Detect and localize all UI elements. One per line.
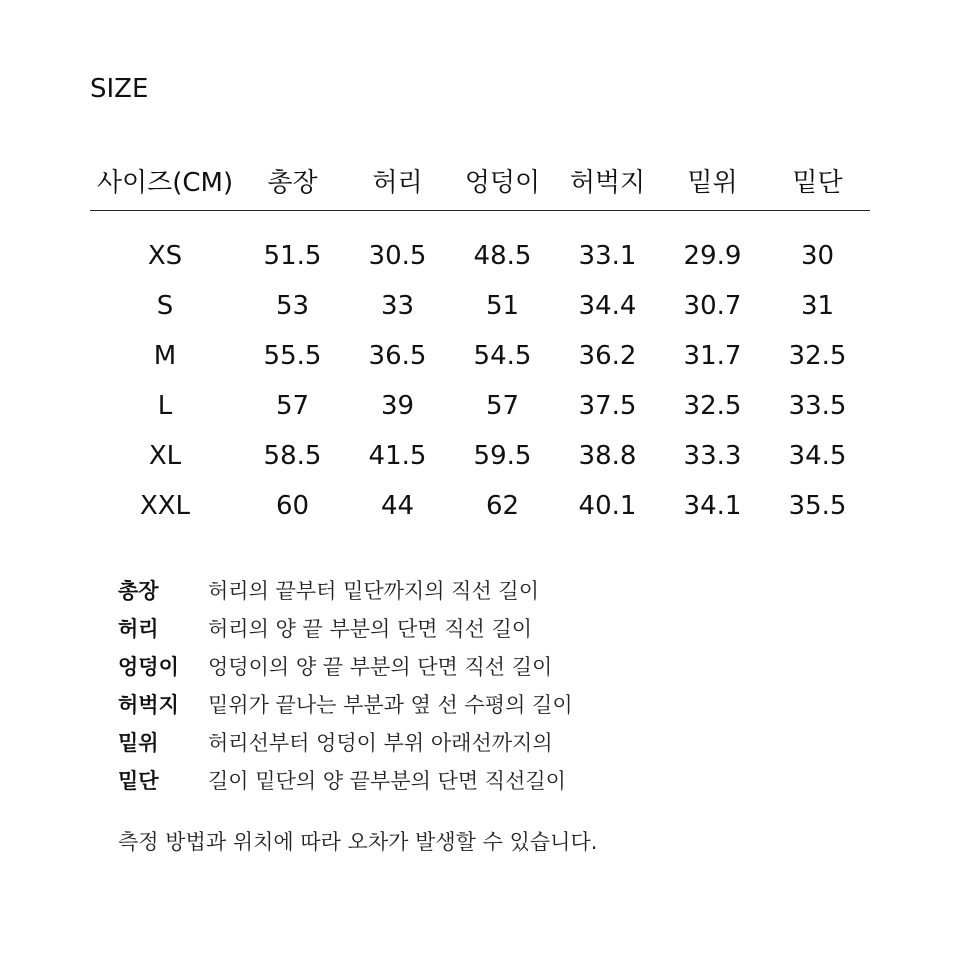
cell-value: 32.5 (683, 391, 742, 421)
cell-value: 31.7 (683, 341, 742, 371)
cell-value: 33.5 (788, 391, 847, 421)
table-row (90, 431, 870, 481)
cell-value: 33 (380, 291, 415, 321)
cell-value: 37.5 (578, 391, 637, 421)
definition-item (118, 723, 838, 761)
definition-term: 밑위 (118, 731, 159, 755)
definition-term: 허벅지 (118, 693, 179, 717)
cell-value: 51 (485, 291, 520, 321)
definition-description: 엉덩이의 양 끝 부분의 단면 직선 길이 (208, 655, 553, 679)
cell-value: 62 (485, 491, 520, 521)
cell-value: 41.5 (368, 441, 427, 471)
cell-value: 51.5 (263, 241, 322, 271)
cell-value: 40.1 (578, 491, 637, 521)
cell-value: 36.2 (578, 341, 637, 371)
table-row (90, 381, 870, 431)
definition-description: 허리의 끝부터 밑단까지의 직선 길이 (208, 579, 539, 603)
size-table (90, 150, 870, 531)
page-title: SIZE (90, 74, 149, 104)
cell-value: 30.7 (683, 291, 742, 321)
cell-value: 30 (800, 241, 835, 271)
cell-value: 34.4 (578, 291, 637, 321)
definition-description: 밑위가 끝나는 부분과 옆 선 수평의 길이 (208, 693, 573, 717)
header-waist: 허리 (372, 167, 423, 198)
cell-size: XS (147, 241, 183, 271)
definition-item (118, 761, 838, 799)
cell-value: 38.8 (578, 441, 637, 471)
measurement-definitions (118, 571, 838, 799)
header-thigh: 허벅지 (569, 167, 646, 198)
cell-value: 33.1 (578, 241, 637, 271)
cell-size: S (156, 291, 174, 321)
cell-value: 33.3 (683, 441, 742, 471)
cell-value: 34.5 (788, 441, 847, 471)
cell-value: 59.5 (473, 441, 532, 471)
cell-value: 57 (275, 391, 310, 421)
header-total-length: 총장 (267, 167, 318, 198)
cell-value: 44 (380, 491, 415, 521)
cell-value: 53 (275, 291, 310, 321)
cell-value: 36.5 (368, 341, 427, 371)
table-row (90, 231, 870, 281)
cell-value: 55.5 (263, 341, 322, 371)
definition-description: 길이 밑단의 양 끝부분의 단면 직선길이 (208, 769, 566, 793)
definition-item (118, 685, 838, 723)
definition-item (118, 571, 838, 609)
definition-term: 총장 (118, 579, 159, 603)
cell-value: 30.5 (368, 241, 427, 271)
cell-size: L (157, 391, 173, 421)
table-row (90, 281, 870, 331)
cell-value: 54.5 (473, 341, 532, 371)
cell-value: 34.1 (683, 491, 742, 521)
definition-item (118, 609, 838, 647)
header-rise: 밑위 (687, 167, 738, 198)
definition-term: 엉덩이 (118, 655, 179, 679)
cell-value: 29.9 (683, 241, 742, 271)
cell-value: 35.5 (788, 491, 847, 521)
definition-description: 허리의 양 끝 부분의 단면 직선 길이 (208, 617, 533, 641)
definition-term: 허리 (118, 617, 159, 641)
definition-description: 허리선부터 엉덩이 부위 아래선까지의 (208, 731, 553, 755)
cell-size: M (153, 341, 177, 371)
cell-value: 48.5 (473, 241, 532, 271)
cell-value: 39 (380, 391, 415, 421)
table-row (90, 481, 870, 531)
cell-size: XXL (139, 491, 191, 521)
cell-value: 32.5 (788, 341, 847, 371)
table-row (90, 331, 870, 381)
definition-item (118, 647, 838, 685)
table-body (90, 211, 870, 531)
header-hem: 밑단 (792, 167, 843, 198)
header-hip: 엉덩이 (464, 167, 541, 198)
cell-value: 58.5 (263, 441, 322, 471)
header-size: 사이즈(CM) (96, 167, 234, 198)
table-header-row (90, 150, 870, 211)
cell-value: 57 (485, 391, 520, 421)
cell-size: XL (148, 441, 182, 471)
measurement-note: 측정 방법과 위치에 따라 오차가 발생할 수 있습니다. (118, 830, 598, 854)
definition-term: 밑단 (118, 769, 159, 793)
cell-value: 60 (275, 491, 310, 521)
cell-value: 31 (800, 291, 835, 321)
